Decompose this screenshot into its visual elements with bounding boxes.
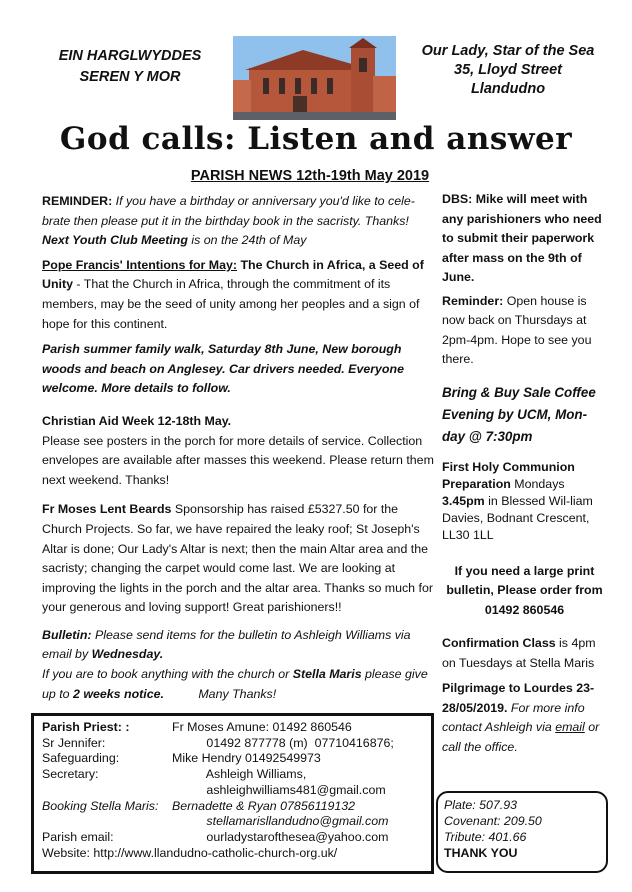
birthday-reminder: [42, 192, 435, 231]
booking-notice: [42, 665, 435, 704]
pilgrimage-text-2: or call the office.: [442, 720, 600, 754]
contact-row: [42, 799, 423, 815]
town: Llandudno: [470, 81, 546, 97]
headline: God calls: Listen and answer: [59, 121, 573, 157]
contact-row: [42, 751, 423, 767]
contact-label: [42, 783, 172, 799]
reminder-text: If you have a birthday or anniversary you'd like to cele-brate then please put it in the birthday book in the sacristy. Thanks!: [42, 194, 415, 228]
youth-club-text: is on the 24th of May: [187, 233, 307, 248]
contact-value: Mike Hendry 01492549973: [172, 751, 321, 766]
bulletin-text: Please send items for the bulletin to Ashleigh Williams via email by: [42, 627, 411, 662]
pilgrimage-text-1: For more info contact Ashleigh via: [442, 700, 585, 734]
street-address: 35, Lloyd Street: [454, 62, 562, 78]
contact-row: [42, 720, 423, 736]
pilgrimage-label: Pilgrimage to Lourdes 23-28/05/2019.: [442, 681, 595, 715]
contact-value: ashleighwilliams481@gmail.com: [172, 782, 386, 797]
open-house-label: Reminder:: [442, 293, 504, 308]
open-house-text: Open house is now back on Thursdays at 2pm-4pm. Hope to see you there.: [442, 293, 592, 366]
contact-value: Ashleigh Williams,: [172, 767, 307, 782]
booking-notice-period: 2 weeks notice.: [73, 686, 164, 701]
thank-you: THANK YOU: [444, 846, 518, 860]
booking-text-2: please give up to: [42, 667, 428, 701]
contacts-box: [31, 713, 434, 874]
summer-walk: Parish summer family walk, Saturday 8th June, New borough woods and beach on Anglesey. Car drivers needed. Everyone welcome. More details to follow.: [42, 342, 404, 396]
church-photo: [233, 36, 396, 120]
communion-text-1: Mondays: [510, 476, 565, 491]
confirmation-label: Confirmation Class: [442, 636, 556, 650]
lent-beards-label: Fr Moses Lent Beards: [42, 502, 172, 517]
youth-club-notice: [42, 231, 435, 251]
bulletin-label: Bulletin:: [42, 627, 92, 642]
lent-beards-text: Sponsorship has raised £5327.50 for the Church Projects. So far, we have repaired the leaky roof; St Joseph's Altar is done; Our Lady's Altar is next; then the main Altar area and the sacristy; changing the carpet would come last. We are looking at improving the lights in the porch and the altar area. Thanks so much for your generous and loving support! Great parishioners!!: [42, 502, 433, 615]
christian-aid-text: Please see posters in the porch for more details of service. Collection envelopes are available after masses this weekend. Please return them next weekend. Thanks!: [42, 433, 434, 487]
contact-value: Bernadette & Ryan 07856119132: [172, 798, 356, 813]
bulletin-notice: [42, 626, 435, 665]
contact-row: [42, 736, 423, 752]
side-column: [442, 190, 607, 757]
bring-buy-sale: Bring & Buy Sale Coffee Evening by UCM, Mon-day @ 7:30pm: [442, 384, 596, 444]
reminder-label: REMINDER:: [42, 194, 113, 208]
communion-title: First Holy Communion Preparation: [442, 459, 575, 491]
contact-value: Fr Moses Amune: 01492 860546: [172, 720, 352, 734]
parish-address: [402, 42, 614, 99]
dbs-notice: DBS: Mike will meet with any parishioners who need to submit their paperwork after mass on the 9th of June.: [442, 192, 602, 284]
contact-value: ourladystarofthesea@yahoo.com: [172, 829, 389, 844]
youth-club-label: Next Youth Club Meeting: [42, 233, 188, 248]
pope-intentions-label: Pope Francis' Intentions for May:: [42, 257, 238, 272]
contact-row: [42, 830, 423, 846]
contact-label: Parish email:: [42, 829, 114, 844]
bulletin-day: Wednesday.: [91, 647, 164, 662]
contact-value: 01492 877778 (m) 07710416876;: [172, 735, 394, 750]
contact-label: Secretary:: [42, 767, 99, 782]
contact-row: [42, 814, 423, 830]
open-house-reminder: [442, 292, 607, 370]
contact-label: Booking Stella Maris:: [42, 798, 159, 813]
communion-time: 3.45pm: [442, 493, 485, 508]
contact-label: Parish Priest: :: [42, 720, 130, 734]
contact-row: [42, 783, 423, 799]
welsh-line-2: SEREN Y MOR: [79, 69, 181, 85]
parish-name: Our Lady, Star of the Sea: [421, 43, 595, 59]
collection-totals: [436, 791, 608, 873]
christian-aid-title: Christian Aid Week 12-18th May.: [42, 413, 232, 428]
lourdes-pilgrimage: [442, 679, 607, 757]
contact-value: stellamarisllandudno@gmail.com: [172, 814, 389, 829]
booking-stella: Stella Maris: [292, 667, 362, 682]
booking-thanks: Many Thanks!: [163, 686, 277, 701]
main-column: [42, 192, 435, 704]
parish-news-heading: [160, 168, 460, 184]
plate-total: Plate: 507.93: [444, 798, 518, 812]
parish-news-title: PARISH NEWS 12th-19th May 2019: [190, 168, 430, 184]
contact-row: [42, 767, 423, 783]
contact-label: [42, 814, 172, 830]
booking-text-1: If you are to book anything with the church or: [42, 667, 293, 682]
contact-label: Sr Jennifer:: [42, 735, 106, 750]
covenant-total: Covenant: 209.50: [444, 814, 542, 828]
contact-label: Safeguarding:: [42, 751, 120, 766]
pope-intentions-text: - That the Church in Africa, through the commitment of its members, may be the seed of unity among her peoples and a sign of hope for this continent.: [42, 277, 420, 331]
first-communion: [442, 459, 607, 544]
lent-beards: [42, 500, 435, 618]
pilgrimage-email-link[interactable]: email: [555, 720, 585, 734]
welsh-parish-name: [40, 46, 220, 88]
confirmation-class: [442, 634, 607, 673]
website-line: Website: http://www.llandudno-catholic-church-org.uk/: [42, 845, 338, 860]
communion-text-2: in Blessed Wil-liam Davies, Bodnant Crescent, LL30 1LL: [442, 493, 593, 542]
welsh-line-1: EIN HARGLWYDDES: [58, 48, 202, 64]
large-print-notice: If you need a large print bulletin, Please order from 01492 860546: [446, 563, 603, 617]
tribute-total: Tribute: 401.66: [444, 830, 527, 844]
pope-intentions: [42, 256, 435, 334]
pope-intentions-title: The Church in Africa, a Seed of Unity: [42, 257, 424, 292]
confirmation-text: is 4pm on Tuesdays at Stella Maris: [442, 636, 596, 670]
